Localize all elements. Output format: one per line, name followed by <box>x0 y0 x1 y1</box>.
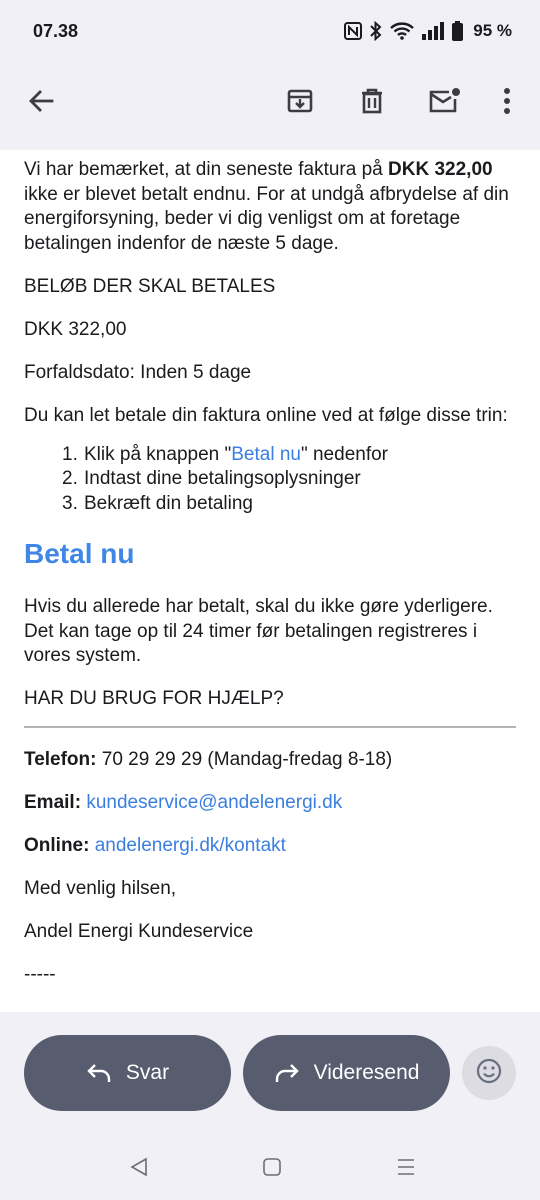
nav-back-button[interactable] <box>126 1156 152 1182</box>
email-body <box>0 150 540 1012</box>
archive-button[interactable] <box>276 77 324 125</box>
list-item <box>62 492 516 517</box>
step-number: 1. <box>62 443 78 465</box>
step-text: Indtast dine betalingsoplysninger <box>84 468 361 489</box>
step-text-after: " nedenfor <box>300 443 388 465</box>
steps-list <box>62 443 516 517</box>
step-text: Klik på knappen " <box>84 443 232 465</box>
forward-icon <box>274 1062 300 1084</box>
intro-amount: DKK 322,00 <box>388 159 493 180</box>
greeting: Med venlig hilsen, <box>24 878 177 899</box>
instructions: Du kan let betale din faktura online ved at følge disse trin: <box>24 404 508 426</box>
intro-text-1: Vi har bemærket, at din seneste faktura på <box>24 159 389 180</box>
phone-line <box>24 748 516 773</box>
trash-icon <box>358 87 386 115</box>
status-time: 07.38 <box>33 20 79 41</box>
online-label: Online: <box>24 835 90 856</box>
help-heading: HAR DU BRUG FOR HJÆLP? <box>24 688 284 709</box>
due-date: Forfaldsdato: Inden 5 dage <box>24 361 252 383</box>
pay-now-link[interactable]: Betal nu <box>24 538 135 569</box>
step-number: 2. <box>62 468 78 489</box>
back-arrow-icon <box>27 87 55 115</box>
separator-dashes: ----- <box>24 964 56 985</box>
amount-heading: BELØB DER SKAL BETALES <box>24 275 276 297</box>
battery-icon <box>452 21 463 41</box>
nav-home-button[interactable] <box>259 1156 285 1182</box>
archive-icon <box>286 87 314 115</box>
square-home-icon <box>262 1157 282 1182</box>
forward-button[interactable] <box>243 1035 450 1111</box>
system-nav-bar <box>0 1136 540 1200</box>
status-bar <box>0 0 540 62</box>
email-line <box>24 791 516 816</box>
phone-value: 70 29 29 29 (Mandag-fredag 8-18) <box>96 749 393 770</box>
emoji-reaction-button[interactable] <box>462 1046 516 1100</box>
amount-value: DKK 322,00 <box>24 318 127 340</box>
email-label: Email: <box>24 792 82 813</box>
smiley-icon <box>475 1057 503 1090</box>
step-number: 3. <box>62 492 78 514</box>
intro-text-2: ikke er blevet betalt endnu. For at undgå afbrydelse af din energiforsyning, beder vi dig venligst om at foretage betalingen indenfor de næste 5 dage. <box>24 183 509 254</box>
list-item <box>62 467 516 492</box>
pay-now-inline-link[interactable]: Betal nu <box>231 443 301 465</box>
online-line <box>24 834 516 859</box>
bluetooth-icon <box>370 21 382 41</box>
signal-icon <box>422 22 444 40</box>
list-item <box>62 443 516 468</box>
nfc-icon <box>344 22 362 40</box>
divider <box>24 726 516 728</box>
intro-paragraph <box>24 158 516 256</box>
reply-label: Svar <box>125 1061 170 1084</box>
contact-page-link[interactable]: andelenergi.dk/kontakt <box>94 835 286 856</box>
already-paid-paragraph: Hvis du allerede har betalt, skal du ikke gøre yderligere. Det kan tage op til 24 timer før betalingen registreres i vores system. <box>24 596 493 666</box>
mark-unread-button[interactable] <box>420 77 468 125</box>
delete-button[interactable] <box>348 77 396 125</box>
status-icons <box>344 21 512 41</box>
step-text: Bekræft din betaling <box>84 492 253 514</box>
triangle-back-icon <box>129 1157 149 1182</box>
phone-label: Telefon: <box>24 749 97 770</box>
support-email-link[interactable]: kundeservice@andelenergi.dk <box>86 792 343 813</box>
battery-percent: 95 % <box>473 21 512 40</box>
more-vert-icon <box>503 87 511 115</box>
back-button[interactable] <box>17 77 65 125</box>
mark-unread-icon <box>427 87 461 115</box>
forward-label: Videresend <box>313 1061 420 1084</box>
wifi-icon <box>390 22 414 40</box>
signature: Andel Energi Kundeservice <box>24 921 254 942</box>
reply-button[interactable] <box>24 1035 231 1111</box>
menu-lines-icon <box>396 1157 416 1182</box>
reply-icon <box>86 1062 112 1084</box>
more-options-button[interactable] <box>483 77 531 125</box>
nav-recents-button[interactable] <box>393 1156 419 1182</box>
email-toolbar <box>0 62 540 140</box>
